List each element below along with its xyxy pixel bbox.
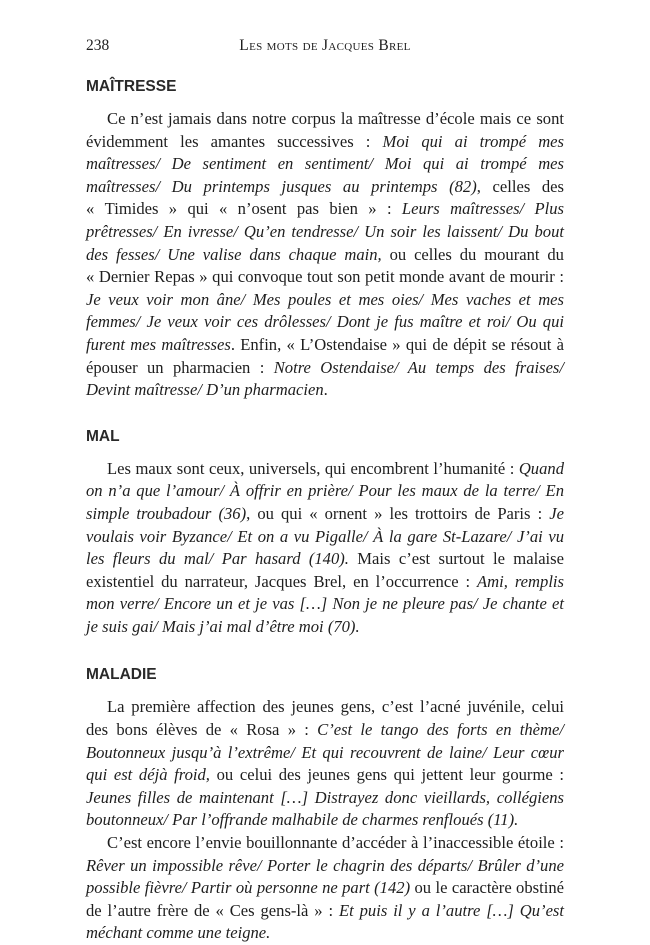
quoted-lyrics: Notre Ostendaise/ Au temps des fraises/ Devint maîtresse/ D’un pharmacien bbox=[86, 357, 565, 400]
entry-paragraph bbox=[86, 108, 564, 402]
quoted-lyrics: C’est le tango des forts en thème/ Boutonneux jusqu’à l’extrême/ Et qui recouvrent de laine/ Leur cœur qui est déjà froid, bbox=[86, 720, 564, 785]
page-body bbox=[86, 76, 564, 945]
entry-paragraph bbox=[86, 696, 564, 832]
running-title: Les mots de Jacques Brel bbox=[239, 37, 411, 54]
quoted-lyrics: Ami, remplis mon verre/ Encore un et je vas […] Non je ne pleure pas/ Je chante et je suis gai/ Mais j’ai mal d’être moi (70). bbox=[86, 571, 564, 636]
quoted-lyrics: Rêver un impossible rêve/ Porter le chagrin des départs/ Brûler d’une possible fièvre/ Partir où personne ne part (142) bbox=[86, 855, 564, 898]
running-head bbox=[86, 37, 564, 61]
entry-maladie bbox=[86, 664, 564, 945]
entry-paragraph bbox=[86, 832, 564, 945]
quoted-lyrics: Quand on n’a que l’amour/ À offrir en prière/ Pour les maux de la terre/ En simple troubadour (36) bbox=[86, 458, 564, 523]
body-text: , ou qui « ornent » les trottoirs de Paris : bbox=[246, 503, 550, 523]
quoted-lyrics: Leurs maîtresses/ Plus prêtresses/ En ivresse/ Qu’en tendresse/ Un soir les laissent/ Du bout des fesses/ Une valise dans chaque main, bbox=[86, 199, 564, 264]
body-text: Mais c’est surtout le malaise existentiel du narrateur, Jacques Brel, en l’occurrence : bbox=[86, 549, 564, 591]
body-text: La première affection des jeunes gens, c’est l’acné juvénile, celui des bons élèves de « Rosa » : bbox=[86, 697, 564, 740]
entry-paragraph bbox=[86, 458, 564, 639]
quoted-lyrics: Et puis il y a l’autre […] Qu’est méchant comme une teigne. bbox=[86, 900, 565, 943]
entry-heading: MALADIE bbox=[86, 666, 157, 684]
body-text: , celles des « Timides » qui « n’osent pas bien » : bbox=[86, 176, 565, 219]
body-text: . bbox=[323, 380, 328, 400]
body-text: . Enfin, « L’Ostendaise » qui de dépit se résout à épouser un pharmacien : bbox=[86, 334, 564, 377]
page-number: 238 bbox=[86, 37, 110, 54]
body-text: Les maux sont ceux, universels, qui encombrent l’humanité : bbox=[107, 458, 519, 478]
body-text: Ce n’est jamais dans notre corpus la maîtresse d’école mais ce sont évidemment les amantes successives : bbox=[86, 109, 564, 151]
entry-mal bbox=[86, 426, 564, 639]
entry-heading: MAÎTRESSE bbox=[86, 78, 177, 95]
quoted-lyrics: Je voulais voir Byzance/ Et on a vu Pigalle/ À la gare St-Lazare/ J’ai vu les fleurs du mal/ Par hasard (140). bbox=[86, 503, 564, 569]
quoted-lyrics: Je veux voir mon âne/ Mes poules et mes oies/ Mes vaches et mes femmes/ Je veux voir ces drôlesses/ Dont je fus maître et roi/ Ou qui furent mes maîtresses bbox=[86, 289, 564, 354]
body-text: C’est encore l’envie bouillonnante d’accéder à l’inaccessible étoile : bbox=[107, 833, 564, 853]
quoted-lyrics: Moi qui ai trompé mes maîtresses/ De sentiment en sentiment/ Moi qui ai trompé mes maîtresses/ Du printemps jusques au printemps (82) bbox=[86, 131, 564, 196]
body-text: ou celui des jeunes gens qui jettent leur gourme : bbox=[209, 765, 564, 785]
entry-maitresse bbox=[86, 76, 564, 402]
quoted-lyrics: Jeunes filles de maintenant […] Distrayez donc vieillards, collégiens boutonneux/ Par l’offrande malhabile de charmes renfloués (11). bbox=[86, 787, 564, 830]
body-text: ou celles du mourant du « Dernier Repas » qui convoque tout son petit monde avant de mourir : bbox=[86, 244, 564, 287]
body-text: ou le caractère obstiné de l’autre frère de « Ces gens-là » : bbox=[86, 878, 564, 920]
entry-heading: MAL bbox=[86, 427, 120, 445]
